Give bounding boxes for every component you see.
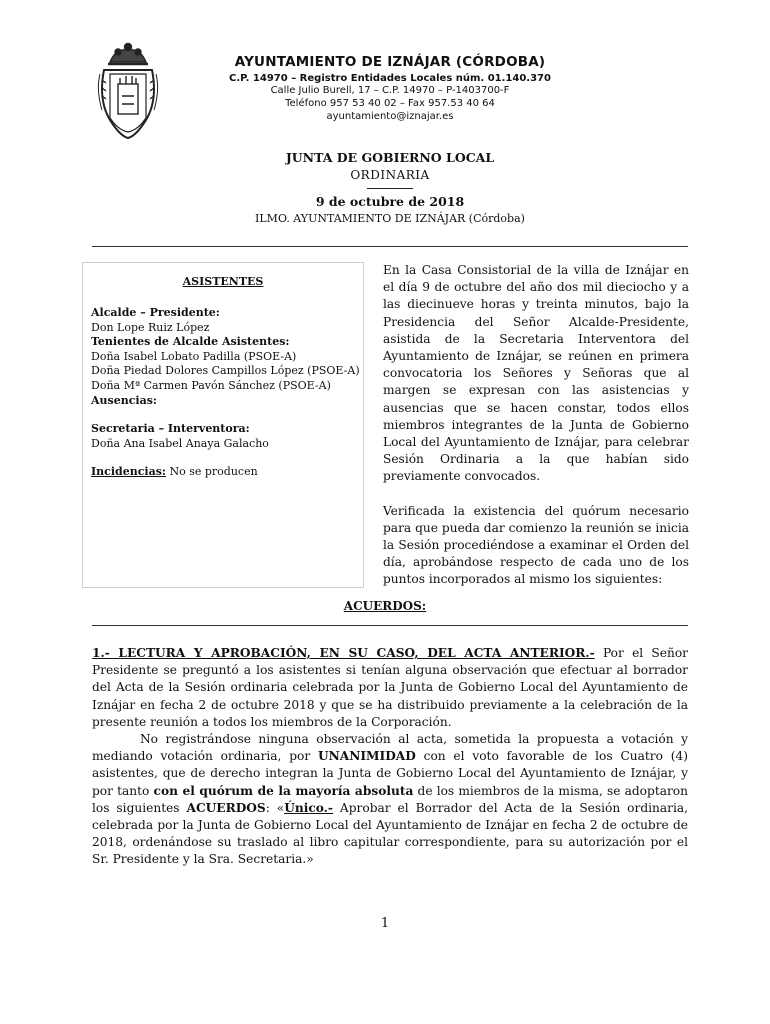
text-run: UNANIMIDAD <box>317 749 416 764</box>
deputy-item: Doña Mª Carmen Pavón Sánchez (PSOE-A) <box>91 378 331 392</box>
session-date: 9 de octubre de 2018 <box>315 194 465 209</box>
text-run: En la <box>383 263 422 277</box>
secretary-name: Doña Ana Isabel Anaya Galacho <box>91 436 269 450</box>
text-run: No registrándose ninguna observación al acta, sometida la propuesta a votación y mediando votación ordinaria, por <box>92 732 688 764</box>
text-run: con el quórum de la mayoría absoluta <box>153 783 414 798</box>
coat-of-arms-icon <box>96 40 160 140</box>
text-run: Aprobar el Borrador del Acta de la Sesión ordinaria, celebrada por la Junta de Gobierno Local del Ayuntamiento de Iznájar en fecha 2 de octubre de 2018, ordenándose su traslado al libro capitular correspondiente, para su autorización por el Sr. Presidente y la Sra. Secretaria.» <box>92 800 688 867</box>
header-divider <box>92 246 688 247</box>
text-run: los Señores y Señoras que al margen se expresan con las asistencias y ausencias que se hacen constar, todos ellos miembros integrantes de la <box>383 366 689 432</box>
organization-name: AYUNTAMIENTO DE IZNÁJAR (CÓRDOBA) <box>234 54 546 70</box>
deputy-item: Doña Isabel Lobato Padilla (PSOE-A) <box>91 349 297 363</box>
page-number: 1 <box>380 916 390 931</box>
text-run: , bajo la Presidencia del Señor Alcalde-Presidente, asistida de la Secretaria Interventora del Ayuntamiento de Iznájar, <box>383 297 689 364</box>
quorum-paragraph: Verificada la existencia del quórum necesario para que pueda dar comienzo la reunión se inicia la Sesión procediéndose a examinar el Orden del día, aprobándose respecto de cada uno de los puntos incorporados al mismo los siguientes: <box>383 503 689 587</box>
text-run: de la villa de <box>531 263 626 277</box>
email-line: ayuntamiento@iznajar.es <box>326 111 454 122</box>
text-run: : « <box>265 800 285 815</box>
attendees-box <box>82 262 364 588</box>
secretary-label: Secretaria – Interventora: <box>91 422 250 436</box>
intro-paragraph <box>383 262 689 486</box>
session-type: ORDINARIA <box>350 168 430 182</box>
title-separator <box>367 188 413 189</box>
text-run: Sesión Ordinaria <box>383 452 500 467</box>
phone-line: Teléfono 957 53 40 02 – Fax 957.53 40 64 <box>285 98 495 109</box>
incidents-line <box>91 465 355 480</box>
session-title-block <box>170 150 610 225</box>
incidents-label: Incidencias: <box>91 465 166 479</box>
text-run: Casa Consistorial <box>421 263 532 277</box>
acuerdos-divider <box>92 625 688 626</box>
absences-label: Ausencias: <box>91 393 157 407</box>
text-run: 1.- LECTURA Y APROBACIÓN, EN SU CASO, DEL ACTA ANTERIOR.- <box>92 646 595 660</box>
letterhead <box>170 54 610 123</box>
text-run: de los miembros de la misma, se adoptaron los siguientes <box>92 783 688 815</box>
session-place: ILMO. AYUNTAMIENTO DE IZNÁJAR (Córdoba) <box>255 212 525 225</box>
address-line: Calle Julio Burell, 17 – C.P. 14970 – P-1403700-F <box>270 85 510 96</box>
text-run: a la que habían sido previamente convocados. <box>383 452 689 484</box>
text-run: se reúnen en primera convocatoria <box>383 349 690 381</box>
item-1-vote-paragraph <box>92 731 688 869</box>
deputy-item: Doña Piedad Dolores Campillos López (PSOE-A) <box>91 364 360 378</box>
acuerdos-heading: ACUERDOS: <box>343 599 427 613</box>
text-run: Único.- <box>284 800 333 815</box>
attendees-heading: ASISTENTES <box>182 275 264 288</box>
registry-line: C.P. 14970 – Registro Entidades Locales núm. 01.140.370 <box>229 73 551 84</box>
incidents-value: No se producen <box>165 465 258 479</box>
session-title: JUNTA DE GOBIERNO LOCAL <box>285 150 495 165</box>
text-run: ACUERDOS <box>186 800 266 815</box>
intro-column <box>383 262 689 606</box>
text-run: Iznájar <box>625 263 669 277</box>
text-run: , para celebrar <box>596 435 689 450</box>
text-run: Por el Señor Presidente se preguntó a los asistentes si tenían alguna observación que efectuar al borrador del Acta de la Sesión ordinaria celebrada por la Junta de Gobierno Local del Ayuntamiento de Iznájar en fecha 2 de octubre 2018 y que se ha distribuido previamente a la celebración de la presente reunión a todos los miembros de la Corporación. <box>92 646 688 729</box>
item-1-paragraph <box>92 645 688 731</box>
agreement-item-1 <box>92 645 688 869</box>
deputies-label: Tenientes de Alcalde Asistentes: <box>91 335 290 349</box>
mayor-label: Alcalde – Presidente: <box>91 306 220 319</box>
mayor-name: Don Lope Ruiz López <box>91 320 210 334</box>
text-run: Junta de Gobierno Local del Ayuntamiento de Iznájar <box>383 417 689 450</box>
text-run: con el voto favorable de los Cuatro (4) asistentes, que de derecho integran la Junta de Gobierno Local del Ayuntamiento de Iznájar, y por tanto <box>92 749 688 798</box>
text-run: en el día <box>383 263 689 295</box>
text-run: 9 de octubre del año dos mil dieciocho <box>422 280 666 295</box>
text-run: diecinueve horas y treinta minutos <box>407 297 635 312</box>
text-run: y a las <box>383 280 690 312</box>
